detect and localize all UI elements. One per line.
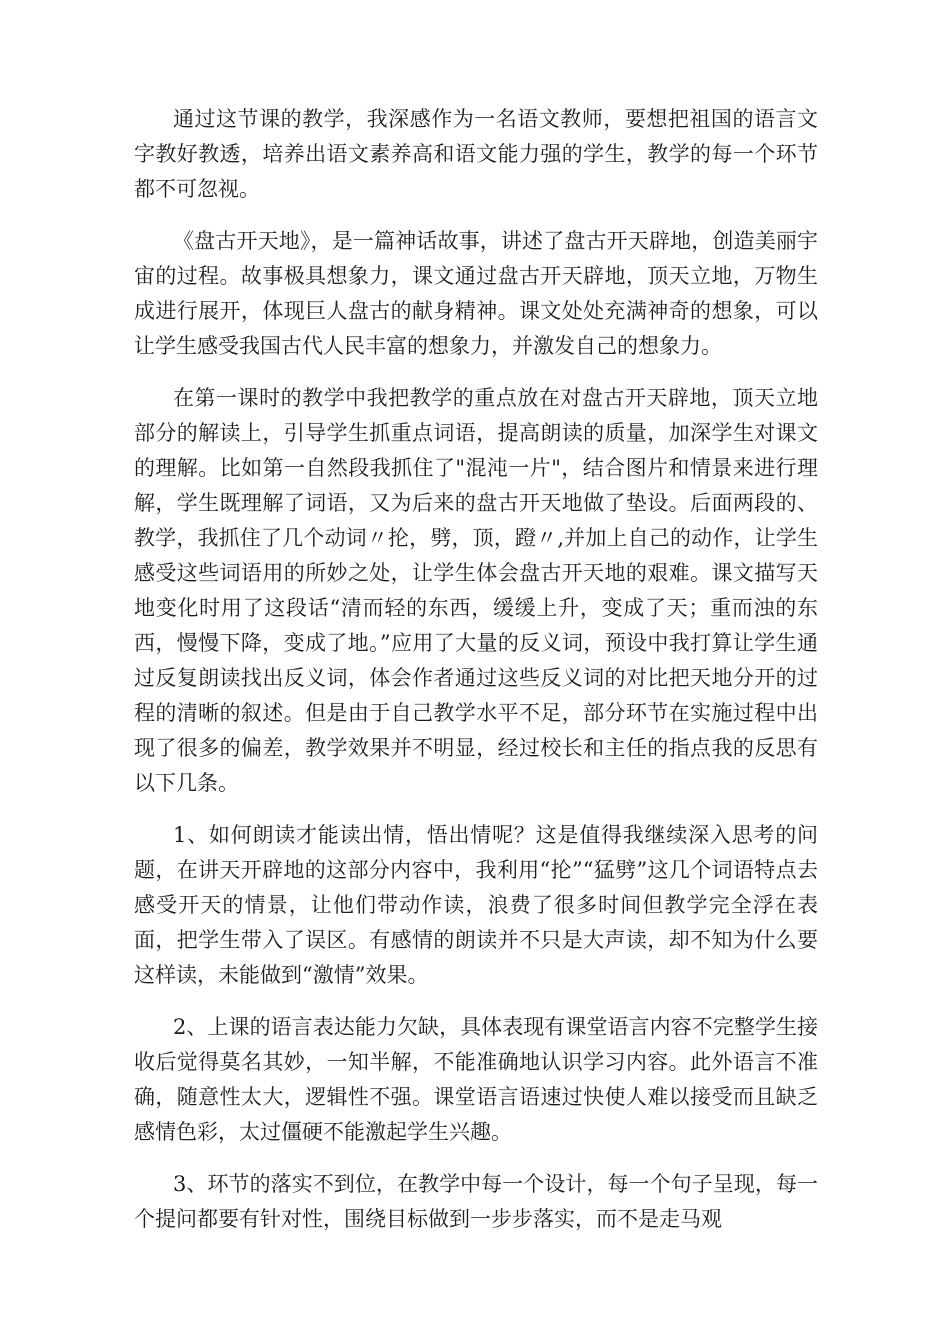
paragraph-reflection-2: 2、上课的语言表达能力欠缺，具体表现有课堂语言内容不完整学生接收后觉得莫名其妙，一知半解，不能准确地认识学习内容。此外语言不准确，随意性太大，逻辑性不强。课堂语言语速过快使人难以接受而且缺乏感情色彩，太过僵硬不能激起学生兴趣。 [134, 1015, 818, 1144]
paragraph-reflection-3: 3、环节的落实不到位，在教学中每一个设计，每一个句子呈现，每一个提问都要有针对性，围绕目标做到一步步落实，而不是走马观 [134, 1172, 818, 1231]
paragraph-lesson-summary: 《盘古开天地》，是一篇神话故事，讲述了盘古开天辟地，创造美丽宇宙的过程。故事极具想象力，课文通过盘古开天辟地，顶天立地，万物生成进行展开，体现巨人盘古的献身精神。课文处处充满神奇的想象，可以让学生感受我国古代人民丰富的想象力，并激发自己的想象力。 [134, 229, 818, 358]
document-body [134, 102, 818, 1254]
paragraph-first-lesson: 在第一课时的教学中我把教学的重点放在对盘古开天辟地，顶天立地部分的解读上，引导学生抓重点词语，提高朗读的质量，加深学生对课文的理解。比如第一自然段我抓住了"混沌一片"，结合图片和情景来进行理解，学生既理解了词语，又为后来的盘古开天地做了垫设。后面两段的、教学，我抓住了几个动词〃抡，劈，顶，蹬〃,并加上自己的动作，让学生感受这些词语用的所妙之处，让学生体会盘古开天地的艰难。课文描写天地变化时用了这段话“清而轻的东西，缓缓上升，变成了天；重而浊的东西，慢慢下降，变成了地。”应用了大量的反义词，预设中我打算让学生通过反复朗读找出反义词，体会作者通过这些反义词的对比把天地分开的过程的清晰的叙述。但是由于自己教学水平不足，部分环节在实施过程中出现了很多的偏差，教学效果并不明显，经过校长和主任的指点我的反思有以下几条。 [134, 386, 818, 795]
paragraph-intro: 通过这节课的教学，我深感作为一名语文教师，要想把祖国的语言文字教好教透，培养出语文素养高和语文能力强的学生，教学的每一个环节都不可忽视。 [134, 107, 818, 201]
paragraph-reflection-1: 1、如何朗读才能读出情，悟出情呢？这是值得我继续深入思考的问题，在讲天开辟地的这部分内容中，我利用“抡”“猛劈”这几个词语特点去感受开天的情景，让他们带动作读，浪费了很多时间但教学完全浮在表面，把学生带入了误区。有感情的朗读并不只是大声读，却不知为什么要这样读，未能做到“激情”效果。 [134, 823, 818, 987]
